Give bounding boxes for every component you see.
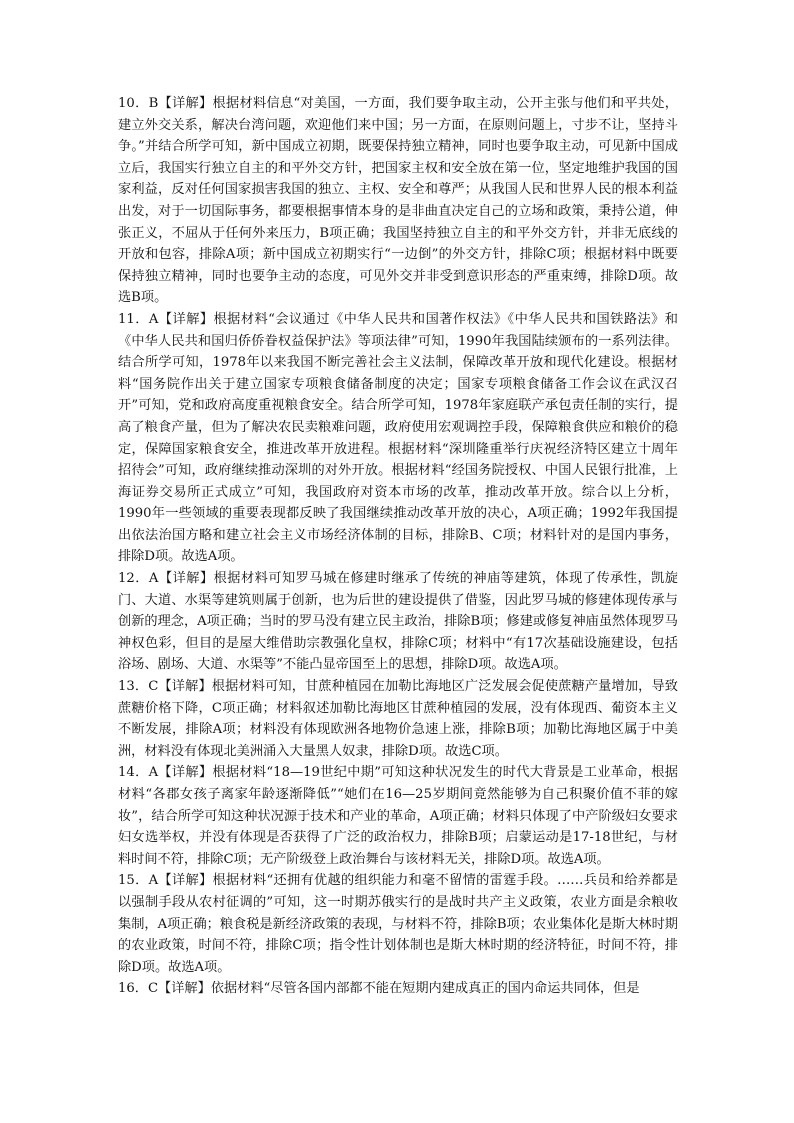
answer-paragraph-15: 15．A【详解】根据材料“还拥有优越的组织能力和毫不留情的雷霆手段。……兵员和给养都是以强制手段从农村征调的”可知，这一时期苏俄实行的是战时共产主义政策，农业方面是余粮收集制，A项正确；粮食税是新经济政策的表现，与材料不符，排除B项；农业集体化是斯大林时期的农业政策，时间不符，排除C项；指令性计划体制也是斯大林时期的经济特征，时间不符，排除D项。故选A项。: [118, 873, 678, 975]
answer-paragraph-11: 11．A【详解】根据材料“会议通过《中华人民共和国著作权法》《中华人民共和国铁路法》和《中华人民共和国归侨侨眷权益保护法》等项法律”可知，1990年我国陆续颁布的一系列法律。结合所学可知，1978年以来我国不断完善社会主义法制，保障改革开放和现代化建设。根据材料“国务院作出关于建立国家专项粮食储备制度的决定；国家专项粮食储备工作会议在武汉召开”可知，党和政府高度重视粮食安全。结合所学可知，1978年家庭联产承包责任制的实行，提高了粮食产量，但为了解决农民卖粮难问题，政府使用宏观调控手段，保障粮食供应和粮价的稳定，保障国家粮食安全，推进改革开放进程。根据材料“深圳隆重举行庆祝经济特区建立十周年招待会”可知，政府继续推动深圳的对外开放。根据材料“经国务院授权、中国人民银行批准，上海证券交易所正式成立”可知，我国政府对资本市场的改革，推动改革开放。综合以上分析，1990年一些领域的重要表现都反映了我国继续推动改革开放的决心，A项正确；1992年我国提出依法治国方略和建立社会主义市场经济体制的目标，排除B、C项；材料针对的是国内事务，排除D项。故选A项。: [118, 311, 678, 565]
answer-paragraph-16: 16．C【详解】依据材料“尽管各国内部都不能在短期内建成真正的国内命运共同体，但是: [118, 981, 640, 997]
document-page: [118, 93, 678, 1000]
answer-paragraph-12: 12．A【详解】根据材料可知罗马城在修建时继承了传统的神庙等建筑，体现了传承性，凯旋门、大道、水渠等建筑则属于创新，也为后世的建设提供了借鉴，因此罗马城的修建体现传承与创新的理念，A项正确；当时的罗马没有建立民主政治，排除B项；修建或修复神庙虽然体现罗马神权色彩，但目的是屋大维借助宗教强化皇权，排除C项；材料中“有17次基础设施建设，包括浴场、剧场、大道、水渠等”不能凸显帝国至上的思想，排除D项。故选A项。: [118, 571, 678, 673]
answer-paragraph-10: 10．B【详解】根据材料信息“对美国，一方面，我们要争取主动，公开主张与他们和平共处，建立外交关系，解决台湾问题，欢迎他们来中国；另一方面，在原则问题上，寸步不让，坚持斗争。”并结合所学可知，新中国成立初期，既要保持独立精神，同时也要争取主动，可见新中国成立后，我国实行独立自主的和平外交方针，把国家主权和安全放在第一位，坚定地维护我国的国家利益，反对任何国家损害我国的独立、主权、安全和尊严；从我国人民和世界人民的根本利益出发，对于一切国际事务，都要根据事情本身的是非曲直决定自己的立场和政策，秉持公道，伸张正义，不屈从于任何外来压力，B项正确；我国坚持独立自主的和平外交方针，并非无底线的开放和包容，排除A项；新中国成立初期实行“一边倒”的外交方针，排除C项；根据材料中既要保持独立精神，同时也要争主动的态度，可见外交并非受到意识形态的严重束缚，排除D项。故选B项。: [118, 96, 678, 306]
answer-paragraph-13: 13．C【详解】根据材料可知，甘蔗种植园在加勒比海地区广泛发展会促使蔗糖产量增加，导致蔗糖价格下降，C项正确；材料叙述加勒比海地区甘蔗种植园的发展，没有体现西、葡资本主义不断发展，排除A项；材料没有体现欧洲各地物价急速上涨，排除B项；加勒比海地区属于中美洲，材料没有体现北美洲涌入大量黑人奴隶，排除D项。故选C项。: [118, 679, 678, 759]
answer-paragraph-14: 14．A【详解】根据材料“18—19世纪中期”可知这种状况发生的时代大背景是工业革命，根据材料“各郡女孩子离家年龄逐渐降低”“她们在16—25岁期间竟然能够为自己积聚价值不菲的嫁妆”，结合所学可知这种状况源于技术和产业的革命，A项正确；材料只体现了中产阶级妇女要求妇女选举权，并没有体现是否获得了广泛的政治权力，排除B项；启蒙运动是17-18世纪，与材料时间不符，排除C项；无产阶级登上政治舞台与该材料无关，排除D项。故选A项。: [118, 765, 678, 867]
